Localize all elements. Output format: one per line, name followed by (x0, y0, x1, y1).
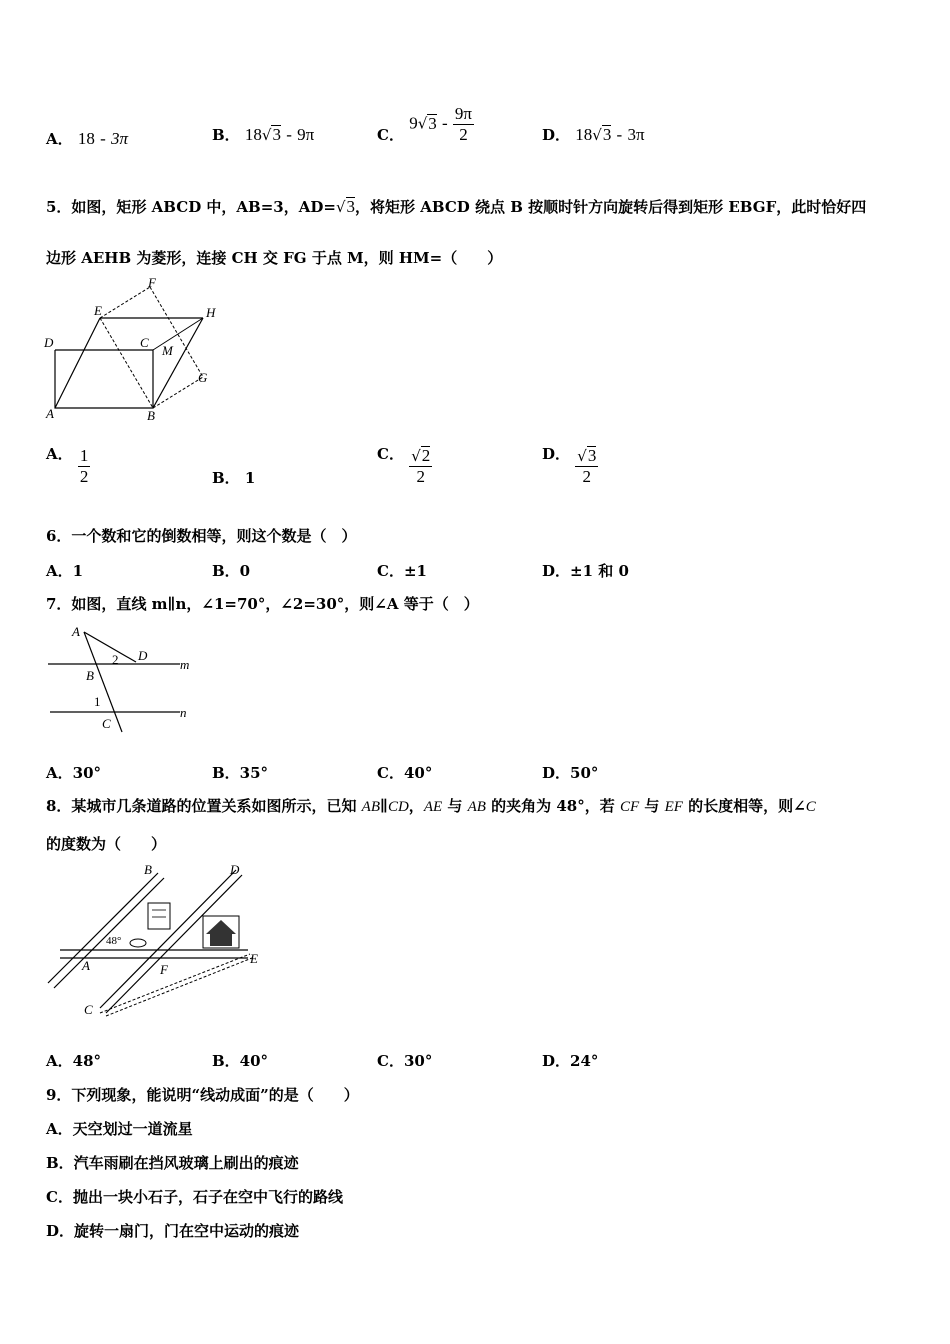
q7-option-c: C．40° (377, 764, 433, 782)
q8-option-b: B．40° (212, 1052, 269, 1070)
q4-a-term2: 3π (111, 129, 129, 148)
q8-stem-line2: 的度数为（ ） (46, 835, 167, 853)
q8-option-d: D．24° (542, 1052, 599, 1070)
q4-option-d: D． 18√3 - 3π (542, 125, 645, 144)
label-e: E (250, 951, 258, 966)
q6-option-c: C．±1 (377, 562, 427, 580)
q9-option-a: A．天空划过一道流星 (46, 1120, 193, 1138)
q8-stem-line1: 8．某城市几条道路的位置关系如图所示，已知 AB∥CD，AE 与 AB 的夹角为 48°，若 CF 与 EF 的长度相等，则∠C (46, 797, 816, 815)
q9-option-d: D．旋转一扇门，门在空中运动的痕迹 (46, 1222, 300, 1240)
q6-option-d: D．±1 和 0 (542, 562, 629, 580)
q7-option-b: B．35° (212, 764, 269, 782)
q5-option-d: D． $\frac{√3}{2}$ (542, 444, 597, 486)
q8-option-a: A．48° (46, 1052, 102, 1070)
label-g: G (198, 370, 208, 385)
q8-figure (40, 858, 270, 1023)
label-d: D (44, 335, 54, 350)
label-m: m (180, 657, 190, 672)
label-angle-48: 48° (106, 935, 122, 947)
car-icon (130, 939, 146, 947)
label-b: B (86, 668, 94, 683)
q4-option-b: B． 18√3 - 9π (212, 125, 315, 144)
q5-option-b: B． 1 (212, 469, 256, 487)
label-d: D (230, 862, 240, 877)
label-f: F (160, 962, 168, 977)
label-m: M (162, 343, 173, 358)
q9-option-b: B．汽车雨刷在挡风玻璃上刷出的痕迹 (46, 1154, 299, 1172)
q7-stem: 7．如图，直线 m∥n，∠1=70°，∠2=30°，则∠A 等于（ ） (46, 595, 479, 613)
q4-a-term1: 18 (77, 129, 95, 148)
label-n: n (180, 705, 187, 720)
building-icon (148, 903, 170, 929)
label-a: A (72, 624, 80, 639)
q5-figure (40, 275, 230, 425)
q6-stem: 6．一个数和它的倒数相等，则这个数是（ ） (46, 527, 357, 545)
q5-stem-line2: 边形 AEHB 为菱形，连接 CH 交 FG 于点 M，则 HM=（ ） (46, 249, 503, 267)
label-c: C (140, 335, 149, 350)
q8-option-c: C．30° (377, 1052, 433, 1070)
label-b: B (144, 862, 152, 877)
label-d: D (138, 648, 148, 663)
label-e: E (94, 303, 102, 318)
q5-option-a: A． $\frac{1}{2}$ (46, 444, 89, 486)
q5-option-c: C． $\frac{√2}{2}$ (377, 444, 431, 486)
q7-option-d: D．50° (542, 764, 599, 782)
q4-option-c: C． 9√3 - $\frac{9\pi}{2}$ (377, 104, 472, 144)
q6-option-b: B．0 (212, 562, 251, 580)
label-f: F (148, 275, 156, 290)
label-c: C (84, 1002, 93, 1017)
q6-option-a: A．1 (46, 562, 84, 580)
label-angle-2: 2 (112, 652, 119, 667)
house-icon (206, 920, 236, 934)
q9-option-c: C．抛出一块小石子，石子在空中飞行的路线 (46, 1188, 343, 1206)
label-b: B (147, 408, 155, 423)
q5-stem-line1: 5．如图，矩形 ABCD 中，AB=3，AD=√3，将矩形 ABCD 绕点 B 按顺时针方向旋转后得到矩形 EBGF，此时恰好四 (46, 197, 867, 216)
label-h: H (206, 305, 216, 320)
label-c: C (102, 716, 111, 731)
q7-option-a: A．30° (46, 764, 102, 782)
q4-c-fraction: $\frac{9\pi}{2}$ (454, 104, 472, 144)
label-a: A (46, 406, 54, 421)
q7-figure (40, 622, 205, 737)
q9-stem: 9．下列现象，能说明“线动成面”的是（ ） (46, 1086, 359, 1104)
q4-option-a: A． 18 - 3π (46, 129, 129, 148)
label-a: A (82, 958, 90, 973)
label-angle-1: 1 (94, 694, 101, 709)
